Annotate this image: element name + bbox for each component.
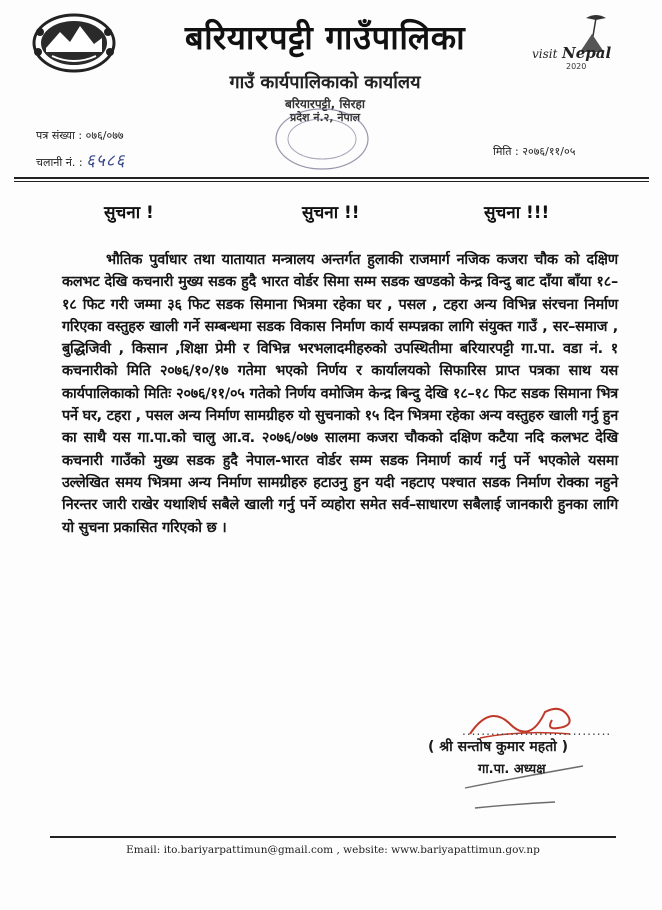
notice-body: भौतिक पुर्वाधार तथा यातायात मन्त्रालय अन्तर्गत हुलाकी राजमार्ग नजिक कजरा चौक को दक्षिण कलभट देखि कचनारी मुख्य सडक हुदै भारत वोर्डर सिमा सम्म सडक खण्डको केन्द्र विन्दु बाट दाँया बाँया १८–१८ फिट गरी जम्मा ३६ फिट सडक सिमाना भित्रमा रहेका घर , पसल , टहरा अन्य विभिन्न संरचना निर्माण गरिएका वस्तुहरु खाली गर्ने सम्बन्धमा सडक विकास निर्माण कार्य सम्पन्नका लागि संयुक्त गाउँ , सर–समाज , बुद्धिजिवी , किसान ,शिक्षा प्रेमी र विभिन्न भरभलादमीहरुको उपस्थितीमा बरियारपट्टी गा.पा. वडा नं. १ कचनारीको मिति २०७६/१०/१७ गतेमा भएको निर्णय र कार्यालयको सिफारिस प्राप्त पत्रका साथ यस कार्यपालिकाको मितिः २०७६/११/०५ गतेको निर्णय वमोजिम केन्द्र बिन्दु देखि १८–१८ फिट सडक सिमाना भित्र पर्ने घर, टहरा , पसल अन्य निर्माण सामग्रीहरु यो सुचनाको १५ दिन भित्रमा रहेका अन्य वस्तुहरु खाली गर्नु हुन का साथै यस गा.पा.को चालु आ.व. २०७६/०७७ सालमा कजरा चौकको दक्षिण कटैया नदि कलभट देखि कचनारी गाउँको मुख्य सडक हुदै नेपाल-भारत वोर्डर सम्म सडक निमार्ण कार्य गर्नु पर्ने भएकोले यसमा उल्लेखित समय भित्रमा अन्य निर्माण सामग्रीहरु हटाउनु हुन यदी नहटाए पश्चात सडक निर्माण रोक्का नहुने निरन्तर जारी राखेर यथाशिर्घ सबैले खाली गर्नु पर्ने व्यहोरा समेत सर्व–साधारण सबैलाई जानकारी हुनका लागि यो सुचना प्रकासित गरिएको छ । [62,252,618,536]
issue-date-value: २०७६/११/०५ [522,145,576,158]
signer-designation: गा.पा. अध्यक्ष [478,762,546,777]
organization-name: बरियारपट्टी गाउँपालिका [184,18,466,57]
dispatch-number-label: चलानी नं. : [36,156,83,169]
svg-text:2020: 2020 [566,62,587,71]
svg-text:visit: visit [532,47,558,61]
letter-number-value: ०७६/०७७ [85,129,124,142]
visit-nepal-logo [530,12,630,74]
issue-date [493,144,575,159]
signature-line: ............................... [462,724,612,738]
government-emblem-icon [30,12,118,74]
email-address: ito.bariyarpattimun@gmail.com [163,844,334,856]
website-address: www.bariyapattimun.gov.np [391,844,540,856]
notice-heading-3: सुचना !!! [484,203,550,223]
letter-number [36,128,124,143]
dispatch-number-value: ६५८६ [86,151,126,171]
svg-text:Nepal: Nepal [562,44,612,62]
letter-number-label: पत्र संख्या : [36,129,83,142]
website-label: , website: [336,844,388,856]
notice-heading-1: सुचना ! [104,203,154,223]
address-line-1: बरियारपट्टी, सिरहा [285,97,365,111]
designation-stamp [455,752,595,822]
signer-name: ( श्री सन्तोष कुमार महतो ) [428,739,569,755]
notice-heading-2: सुचना !! [302,203,360,223]
office-stamp-seal [272,104,372,174]
email-label: Email: [126,844,161,856]
header-divider [14,177,649,179]
dispatch-number [36,148,125,171]
office-name: गाउँ कार्यपालिकाको कार्यालय [229,72,421,93]
issue-date-label: मिति : [493,145,519,158]
header-divider-thin [14,181,649,182]
address-line-2: प्रदेश नं.२, नेपाल [289,111,361,124]
footer-divider [50,836,616,838]
footer-contact [50,844,616,856]
